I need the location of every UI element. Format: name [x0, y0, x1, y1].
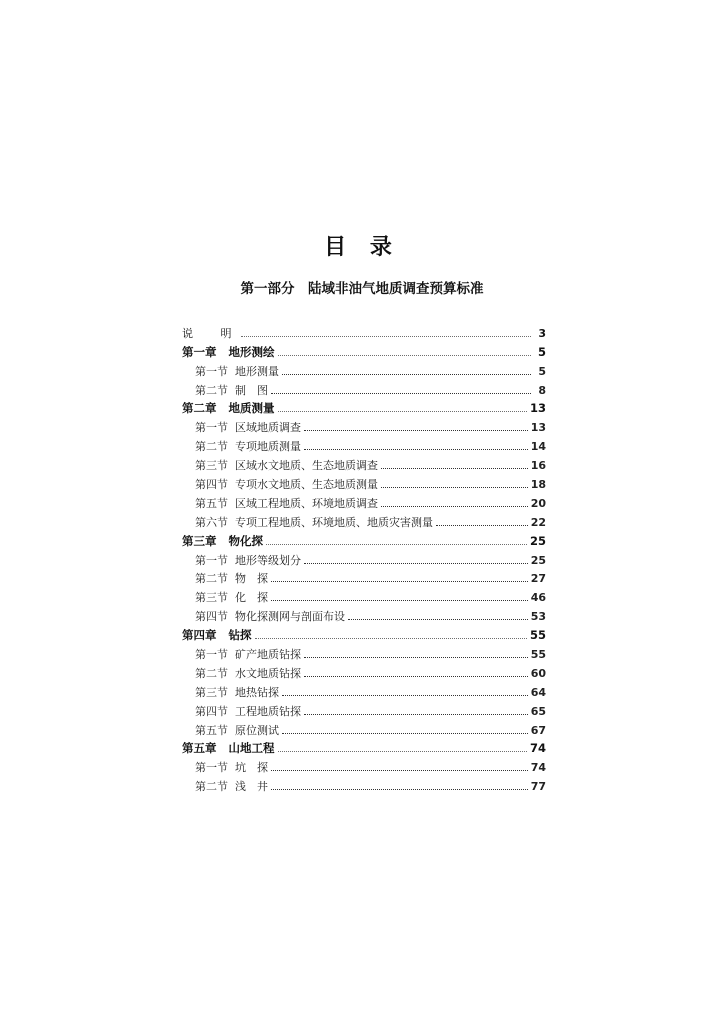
toc-entry-title: 水文地质钻探: [235, 666, 301, 680]
dot-leader: [304, 430, 528, 431]
dot-leader: [271, 789, 528, 790]
toc-entry-number: 第三节: [195, 591, 228, 605]
dot-leader: [304, 563, 528, 564]
toc-entry-title: 浅 井: [235, 780, 268, 794]
toc-list: [182, 321, 546, 793]
toc-entry-title: 地形等级划分: [235, 553, 301, 567]
toc-entry-number: 第四节: [195, 704, 228, 718]
toc-chapter-entry[interactable]: [182, 397, 546, 416]
toc-entry-title: 区域水文地质、生态地质调查: [235, 459, 378, 473]
toc-page-number: 74: [530, 761, 546, 775]
toc-chapter-entry[interactable]: [182, 623, 546, 642]
dot-leader: [282, 695, 528, 696]
toc-entry-title: 物化探: [228, 533, 263, 548]
toc-entry-title: 制 图: [235, 383, 268, 397]
toc-entry-title: 区域地质调查: [235, 421, 301, 435]
toc-page-number: 53: [530, 610, 546, 624]
toc-section-entry[interactable]: [182, 680, 546, 699]
toc-page-number: 67: [530, 723, 546, 737]
toc-entry-title: 专项工程地质、环境地质、地质灾害测量: [235, 515, 433, 529]
toc-entry-number: 第五节: [195, 723, 228, 737]
toc-page-number: 25: [529, 533, 546, 548]
toc-entry-number: 第一节: [195, 421, 228, 435]
dot-leader: [381, 468, 528, 469]
dot-leader: [266, 544, 527, 545]
toc-section-entry[interactable]: [182, 642, 546, 661]
toc-entry-title: 原位测试: [235, 723, 279, 737]
dot-leader: [304, 449, 528, 450]
toc-page-number: 64: [530, 685, 546, 699]
toc-entry-number: 第二节: [195, 383, 228, 397]
dot-leader: [271, 600, 528, 601]
toc-entry-title: 区域工程地质、环境地质调查: [235, 496, 378, 510]
part-title: 第一部分 陆域非油气地质调查预算标准: [240, 281, 484, 297]
toc-entry-number: 第二节: [195, 440, 228, 454]
toc-section-entry[interactable]: [182, 718, 546, 737]
toc-chapter-entry[interactable]: [182, 529, 546, 548]
toc-page-number: 14: [530, 440, 546, 454]
dot-leader: [241, 336, 532, 337]
toc-entry-number: 第二节: [195, 572, 228, 586]
toc-entry-number: 第五章: [182, 741, 217, 756]
toc-entry-number: 第一节: [195, 761, 228, 775]
toc-section-entry[interactable]: [182, 510, 546, 529]
toc-section-entry[interactable]: [182, 472, 546, 491]
dot-leader: [282, 733, 528, 734]
toc-page-number: 5: [538, 364, 546, 378]
dot-leader: [271, 770, 528, 771]
toc-page-number: 20: [530, 496, 546, 510]
toc-page-number: 27: [530, 572, 546, 586]
toc-section-entry[interactable]: [182, 604, 546, 623]
toc-section-entry[interactable]: [182, 359, 546, 378]
toc-section-entry[interactable]: [182, 567, 546, 586]
toc-entry-title: 化 探: [235, 591, 268, 605]
toc-entry-number: 第六节: [195, 515, 228, 529]
toc-entry-title: 物化探测网与剖面布设: [235, 610, 345, 624]
toc-entry-number: 第一章: [182, 344, 217, 359]
toc-entry-title: 地形测量: [235, 364, 279, 378]
toc-page-number: 16: [530, 459, 546, 473]
dot-leader: [348, 619, 528, 620]
toc-page-number: 13: [529, 401, 546, 416]
toc-section-entry[interactable]: [182, 661, 546, 680]
toc-section-entry[interactable]: [182, 415, 546, 434]
toc-section-entry[interactable]: [182, 699, 546, 718]
toc-title: 目 录: [324, 235, 400, 260]
dot-leader: [278, 411, 527, 412]
dot-leader: [381, 487, 528, 488]
toc-entry-number: 第一节: [195, 553, 228, 567]
toc-page-number: 8: [538, 383, 546, 397]
toc-entry-number: 说 明: [182, 326, 244, 340]
dot-leader: [278, 355, 532, 356]
dot-leader: [278, 751, 527, 752]
dot-leader: [381, 506, 528, 507]
dot-leader: [436, 525, 528, 526]
toc-page-number: 55: [529, 628, 546, 643]
toc-page-number: 55: [530, 648, 546, 662]
toc-page-number: 18: [530, 478, 546, 492]
toc-section-entry[interactable]: [182, 491, 546, 510]
toc-entry-number: 第三节: [195, 459, 228, 473]
toc-page-number: 25: [530, 553, 546, 567]
toc-entry-number: 第一节: [195, 364, 228, 378]
toc-page-number: 13: [530, 421, 546, 435]
dot-leader: [271, 393, 531, 394]
toc-chapter-entry[interactable]: [182, 340, 546, 359]
toc-section-entry[interactable]: [182, 755, 546, 774]
toc-page-number: 46: [530, 591, 546, 605]
dot-leader: [271, 581, 528, 582]
toc-entry-number: 第二章: [182, 401, 217, 416]
toc-entry-title: 山地工程: [228, 741, 275, 756]
toc-entry-number: 第四节: [195, 610, 228, 624]
toc-section-entry[interactable]: [182, 434, 546, 453]
toc-page-number: 3: [538, 326, 546, 340]
toc-section-entry[interactable]: [182, 548, 546, 567]
toc-entry-title: 坑 探: [235, 761, 268, 775]
toc-page-number: 5: [537, 344, 546, 359]
toc-entry-number: 第三节: [195, 685, 228, 699]
toc-entry-number: 第三章: [182, 533, 217, 548]
toc-intro-entry[interactable]: [182, 321, 546, 340]
toc-entry-number: 第五节: [195, 496, 228, 510]
dot-leader: [255, 638, 527, 639]
toc-entry-title: 物 探: [235, 572, 268, 586]
toc-section-entry[interactable]: [182, 774, 546, 793]
toc-section-entry[interactable]: [182, 585, 546, 604]
toc-entry-number: 第四节: [195, 478, 228, 492]
toc-page-number: 65: [530, 704, 546, 718]
toc-entry-title: 地形测绘: [228, 344, 275, 359]
toc-page-number: 77: [530, 780, 546, 794]
dot-leader: [282, 374, 531, 375]
toc-entry-number: 第四章: [182, 628, 217, 643]
toc-entry-title: 工程地质钻探: [235, 704, 301, 718]
toc-page-number: 60: [530, 666, 546, 680]
toc-entry-title: 专项地质测量: [235, 440, 301, 454]
toc-entry-title: 地热钻探: [235, 685, 279, 699]
toc-entry-title: 钻探: [228, 628, 252, 643]
dot-leader: [304, 657, 528, 658]
toc-entry-title: 矿产地质钻探: [235, 648, 301, 662]
toc-entry-number: 第一节: [195, 648, 228, 662]
toc-page-number: 74: [529, 741, 546, 756]
dot-leader: [304, 676, 528, 677]
toc-chapter-entry[interactable]: [182, 737, 546, 756]
dot-leader: [304, 714, 528, 715]
toc-entry-number: 第二节: [195, 666, 228, 680]
toc-entry-number: 第二节: [195, 780, 228, 794]
toc-entry-title: 专项水文地质、生态地质测量: [235, 478, 378, 492]
toc-section-entry[interactable]: [182, 453, 546, 472]
toc-section-entry[interactable]: [182, 378, 546, 397]
toc-page-number: 22: [530, 515, 546, 529]
toc-entry-title: 地质测量: [228, 401, 275, 416]
